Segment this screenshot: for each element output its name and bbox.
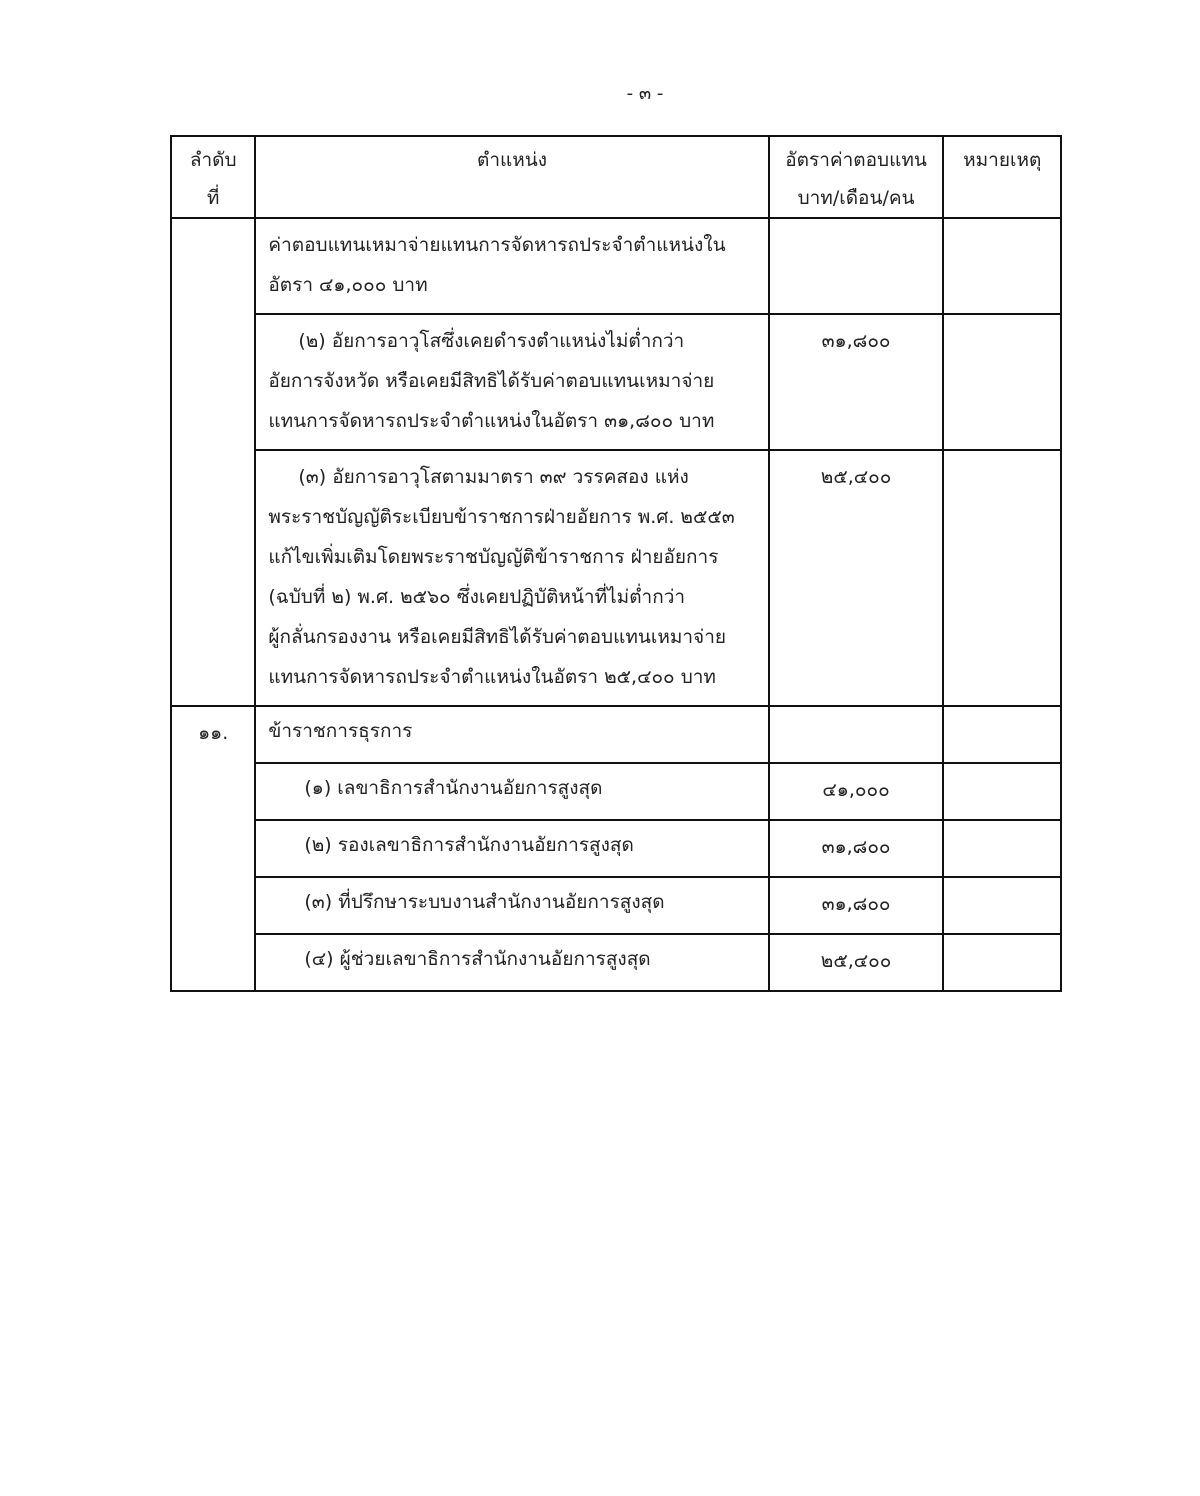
seq-cell: ๑๑. <box>171 706 255 991</box>
text-line: แก้ไขเพิ่มเติมโดยพระราชบัญญัติข้าราชการ ฝ่ายอัยการ <box>268 546 719 568</box>
remark-cell <box>943 820 1061 877</box>
header-seq-line: ที่ <box>206 187 220 209</box>
table-row <box>171 877 1061 934</box>
position-cell <box>255 877 768 934</box>
table-row <box>171 820 1061 877</box>
header-seq <box>171 136 255 218</box>
page-number: - ๓ - <box>626 83 664 104</box>
text-line: แทนการจัดหารถประจำตำแหน่งในอัตรา ๓๑,๘๐๐ บาท <box>268 410 715 432</box>
text-line: อัตรา ๔๑,๐๐๐ บาท <box>268 274 428 296</box>
header-seq-line: ลำดับ <box>189 149 237 171</box>
table-row <box>171 450 1061 706</box>
position-cell <box>255 706 768 763</box>
rate-cell: ๔๑,๐๐๐ <box>769 763 944 820</box>
position-cell <box>255 218 768 314</box>
rate-cell: ๒๕,๔๐๐ <box>769 450 944 706</box>
remark-cell <box>943 706 1061 763</box>
rate-cell: ๓๑,๘๐๐ <box>769 314 944 450</box>
header-rate <box>769 136 944 218</box>
remark-cell <box>943 314 1061 450</box>
text-line: (ฉบับที่ ๒) พ.ศ. ๒๕๖๐ ซึ่งเคยปฏิบัติหน้าที่ไม่ต่ำกว่า <box>268 586 686 608</box>
text-line: (๓) อัยการอาวุโสตามมาตรา ๓๙ วรรคสอง แห่ง <box>298 466 689 488</box>
remark-cell <box>943 218 1061 314</box>
text-line: (๑) เลขาธิการสำนักงานอัยการสูงสุด <box>304 777 603 799</box>
text-line: (๔) ผู้ช่วยเลขาธิการสำนักงานอัยการสูงสุด <box>304 948 651 970</box>
position-cell <box>255 450 768 706</box>
table-row <box>171 934 1061 991</box>
text-line: (๒) รองเลขาธิการสำนักงานอัยการสูงสุด <box>304 834 634 856</box>
rate-cell: ๓๑,๘๐๐ <box>769 820 944 877</box>
position-cell <box>255 820 768 877</box>
header-remark: หมายเหตุ <box>943 136 1061 218</box>
rate-cell <box>769 706 944 763</box>
text-line: แทนการจัดหารถประจำตำแหน่งในอัตรา ๒๕,๔๐๐ บาท <box>268 666 716 688</box>
header-rate-line: อัตราค่าตอบแทน <box>785 149 927 171</box>
remark-cell <box>943 934 1061 991</box>
position-cell <box>255 934 768 991</box>
table-row <box>171 763 1061 820</box>
position-cell <box>255 763 768 820</box>
table-row <box>171 218 1061 314</box>
table-row <box>171 314 1061 450</box>
seq-cell <box>171 218 255 706</box>
remark-cell <box>943 763 1061 820</box>
rate-cell: ๓๑,๘๐๐ <box>769 877 944 934</box>
text-line: ผู้กลั่นกรองงาน หรือเคยมีสิทธิได้รับค่าตอบแทนเหมาจ่าย <box>268 626 726 648</box>
header-rate-line: บาท/เดือน/คน <box>797 187 915 209</box>
rate-cell: ๒๕,๔๐๐ <box>769 934 944 991</box>
compensation-table <box>170 135 1062 992</box>
header-position: ตำแหน่ง <box>255 136 768 218</box>
table-row <box>171 706 1061 763</box>
table-header-row <box>171 136 1061 218</box>
text-line: (๒) อัยการอาวุโสซึ่งเคยดำรงตำแหน่งไม่ต่ำกว่า <box>298 330 685 352</box>
text-line: ค่าตอบแทนเหมาจ่ายแทนการจัดหารถประจำตำแหน่งใน <box>268 234 726 256</box>
text-line: (๓) ที่ปรึกษาระบบงานสำนักงานอัยการสูงสุด <box>304 891 665 913</box>
text-line: ข้าราชการธุรการ <box>268 720 413 742</box>
text-line: อัยการจังหวัด หรือเคยมีสิทธิได้รับค่าตอบแทนเหมาจ่าย <box>268 370 715 392</box>
text-line: พระราชบัญญัติระเบียบข้าราชการฝ่ายอัยการ พ.ศ. ๒๕๕๓ <box>268 506 735 528</box>
remark-cell <box>943 877 1061 934</box>
position-cell <box>255 314 768 450</box>
rate-cell <box>769 218 944 314</box>
remark-cell <box>943 450 1061 706</box>
